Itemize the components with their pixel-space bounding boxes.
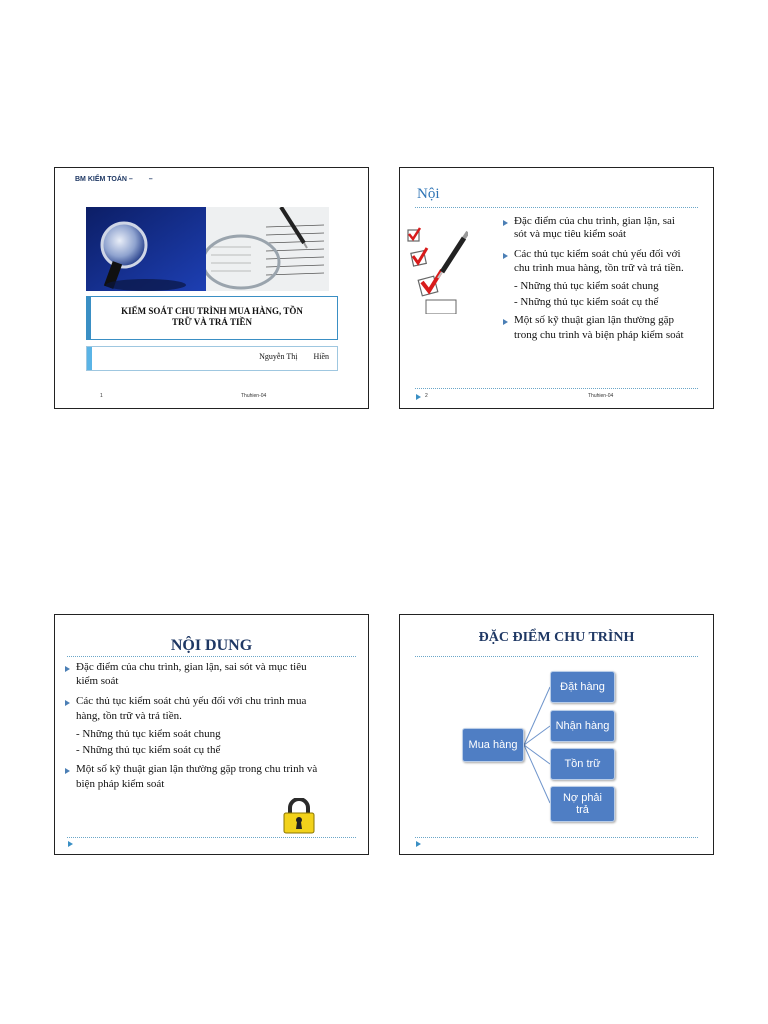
slide3-footer-divider bbox=[67, 837, 356, 838]
slide-3 bbox=[54, 614, 369, 855]
slide2-footer-divider bbox=[415, 388, 698, 389]
padlock-icon bbox=[281, 798, 317, 834]
slide1-title bbox=[87, 306, 337, 328]
magnifier-photo bbox=[86, 207, 206, 291]
node-nhan-hang: Nhận hàng bbox=[550, 710, 615, 742]
author-first-name: Nguyễn Thị bbox=[259, 352, 298, 361]
slide2-page-number: 2 bbox=[425, 393, 428, 399]
slide-4 bbox=[399, 614, 714, 855]
bullet-marker bbox=[503, 319, 508, 325]
node-mua-hang: Mua hàng bbox=[462, 728, 524, 762]
slide3-title-divider bbox=[67, 656, 356, 657]
slide2-title: Nội bbox=[417, 186, 440, 202]
footer-arrow-icon bbox=[68, 841, 73, 847]
slide2-bullet-2-line1: Các thủ tục kiểm soát chủ yếu đối với bbox=[514, 248, 681, 260]
slide3-bullet-2-line2: hàng, tồn trữ và trả tiền. bbox=[76, 710, 182, 722]
footer-arrow-icon bbox=[416, 841, 421, 847]
slide3-sub-2: - Những thủ tục kiểm soát cụ thể bbox=[76, 744, 221, 756]
checklist-illustration bbox=[402, 218, 468, 314]
slide1-header bbox=[75, 176, 153, 183]
slide1-title-line1: KIỂM SOÁT CHU TRÌNH MUA HÀNG, TỒN bbox=[121, 306, 303, 316]
slide2-title-divider bbox=[415, 207, 698, 208]
slide1-title-box bbox=[86, 296, 338, 340]
slide2-bullet-1-line2: sót và mục tiêu kiểm soát bbox=[514, 228, 627, 240]
slide3-bullet-2-line1: Các thủ tục kiểm soát chủ yếu đối với chu trình mua bbox=[76, 695, 307, 707]
slide3-bullet-3-line2: biện pháp kiểm soát bbox=[76, 778, 165, 790]
slide3-bullet-3-line1: Một số kỹ thuật gian lận thường gặp trong chu trình và bbox=[76, 763, 318, 775]
slide1-author bbox=[259, 352, 329, 361]
node-dat-hang: Đặt hàng bbox=[550, 671, 615, 703]
slide1-header-text: BM KIỂM TOÁN – bbox=[75, 176, 133, 183]
node-no-phai-tra: Nợ phải trả bbox=[550, 786, 615, 822]
footer-arrow-icon bbox=[416, 394, 421, 400]
slide1-page-number: 1 bbox=[100, 393, 103, 399]
slide-1 bbox=[54, 167, 369, 409]
slide3-title: NỘI DUNG bbox=[170, 637, 253, 654]
slide3-bullet-1-line2: kiểm soát bbox=[76, 675, 119, 687]
node-ton-tru: Tồn trữ bbox=[550, 748, 615, 780]
author-last-name: Hiền bbox=[313, 352, 329, 361]
slide2-bullet-1-line1: Đặc điểm của chu trình, gian lận, sai bbox=[514, 215, 675, 227]
slide2-footer: Thuhien-04 bbox=[588, 393, 614, 399]
slide1-footer: Thuhien-04 bbox=[241, 393, 267, 399]
author-accent-bar bbox=[87, 347, 92, 370]
slide3-bullet-1-line1: Đặc điểm của chu trình, gian lận, sai sót và mục tiêu bbox=[76, 661, 307, 673]
slide1-title-line2: TRỮ VÀ TRẢ TIỀN bbox=[172, 317, 252, 327]
bullet-marker bbox=[503, 253, 508, 259]
bullet-marker bbox=[503, 220, 508, 226]
slide2-bullet-3-line2: trong chu trình và biện pháp kiểm soát bbox=[514, 329, 684, 341]
checklist-icon bbox=[402, 218, 468, 314]
slide2-sub-1: - Những thủ tục kiểm soát chung bbox=[514, 280, 659, 292]
pen-documents-image bbox=[206, 207, 329, 291]
magnifier-image bbox=[86, 207, 206, 291]
slide2-bullet-2-line2: chu trình mua hàng, tồn trữ và trả tiền. bbox=[514, 262, 684, 274]
slide2-bullet-3-line1: Một số kỹ thuật gian lận thường gặp bbox=[514, 314, 674, 326]
slide2-sub-2: - Những thủ tục kiểm soát cụ thể bbox=[514, 296, 659, 308]
slide3-sub-1: - Những thủ tục kiểm soát chung bbox=[76, 728, 221, 740]
pen-documents-photo bbox=[206, 207, 329, 291]
bullet-marker bbox=[65, 700, 70, 706]
slide1-author-box bbox=[86, 346, 338, 371]
slide4-title: ĐẶC ĐIỂM CHU TRÌNH bbox=[478, 630, 635, 645]
bullet-marker bbox=[65, 666, 70, 672]
slide-2 bbox=[399, 167, 714, 409]
bullet-marker bbox=[65, 768, 70, 774]
slide1-header-dash: – bbox=[148, 176, 153, 183]
slide4-footer-divider bbox=[415, 837, 698, 838]
